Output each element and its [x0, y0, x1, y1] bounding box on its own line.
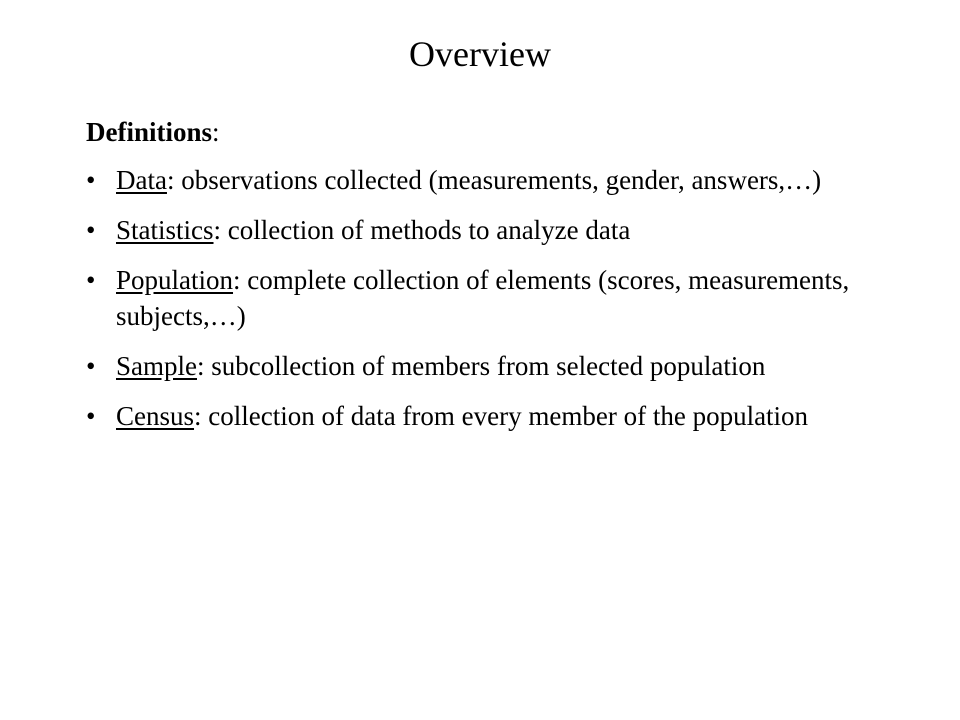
definition-text: : subcollection of members from selected population [197, 351, 766, 381]
definition-item-sample [86, 348, 876, 384]
bullet-icon: • [86, 265, 96, 295]
bullet-icon: • [86, 351, 96, 381]
definition-text: : collection of methods to analyze data [213, 215, 631, 245]
definition-item-statistics [86, 212, 876, 248]
definition-term: Census [116, 401, 195, 431]
definition-text: : collection of data from every member of the population [194, 401, 809, 431]
definition-item-census [86, 398, 876, 434]
definition-item-data [86, 162, 876, 198]
definition-term: Data [116, 165, 167, 195]
definition-term: Sample [116, 351, 197, 381]
definitions-list [86, 162, 876, 434]
slide-content [86, 112, 876, 448]
definition-text: : observations collected (measurements, gender, answers,…) [166, 165, 822, 195]
slide-title: Overview [409, 34, 551, 74]
definition-item-population [86, 262, 876, 334]
definitions-heading-colon: : [212, 117, 220, 147]
definition-term: Statistics [116, 215, 214, 245]
bullet-icon: • [86, 215, 96, 245]
definitions-heading [86, 112, 876, 152]
bullet-icon: • [86, 165, 96, 195]
definitions-heading-label: Definitions [86, 117, 213, 147]
definition-term: Population [116, 265, 234, 295]
bullet-icon: • [86, 401, 96, 431]
definition-text: : complete collection of elements (scores, measurements, subjects,…) [116, 265, 850, 331]
